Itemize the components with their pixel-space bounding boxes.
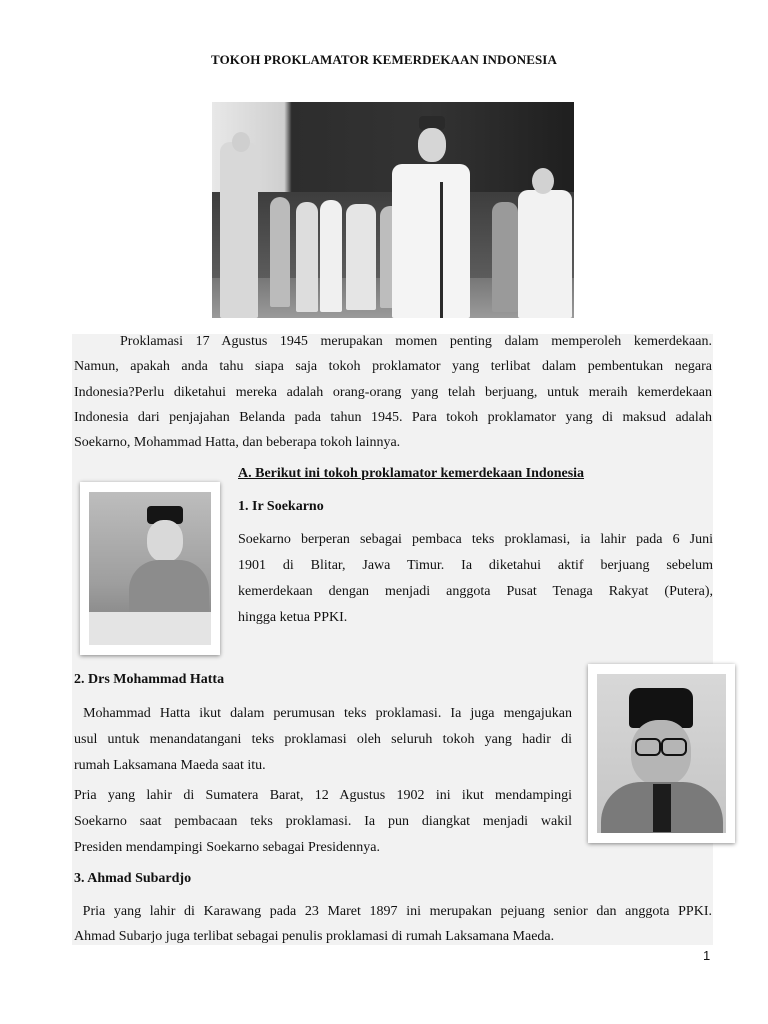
intro-line: Indonesia dari penjajahan Belanda pada tahun 1945. Para tokoh proklamator yang di maksud adalah [74,409,712,425]
hatta-line: rumah Laksamana Maeda saat itu. [74,758,266,773]
proclamation-photo [212,102,574,318]
subardjo-paragraph [74,899,712,949]
soekarno-line: hingga ketua PPKI. [238,610,348,625]
hatta-line: Mohammad Hatta ikut dalam perumusan teks proklamasi. Ia juga mengajukan [74,706,572,721]
hatta-portrait [588,664,735,843]
page-number: 1 [703,948,711,963]
hatta-line: Soekarno saat pembacaan teks proklamasi. Ia pun diangkat menjadi wakil [74,814,572,829]
soekarno-line: 1901 di Blitar, Jawa Timur. Ia diketahui aktif berjuang sebelum [238,558,713,573]
intro-line: Namun, apakah anda tahu siapa saja tokoh proklamator yang terlibat dalam pembentukan negara [74,359,712,375]
soekarno-portrait [80,482,220,655]
intro-line: Indonesia?Perlu diketahui mereka adalah orang-orang yang telah berjuang, untuk meraih kemerdekaan [74,384,712,400]
subardjo-line: Ahmad Subarjo juga terlibat sebagai penulis proklamasi di rumah Laksamana Maeda. [74,929,555,944]
hatta-line: Pria yang lahir di Sumatera Barat, 12 Agustus 1902 ini ikut mendampingi [74,788,572,803]
hatta-line: usul untuk menandatangani teks proklamasi oleh seluruh tokoh yang hadir di [74,732,572,747]
subardjo-line: Pria yang lahir di Karawang pada 23 Maret 1897 ini merupakan pejuang senior dan anggota PPKI. [74,904,712,919]
section-heading: A. Berikut ini tokoh proklamator kemerdekaan Indonesia [238,466,585,481]
hatta-paragraph-1 [74,701,572,779]
soekarno-line: Soekarno berperan sebagai pembaca teks proklamasi, ia lahir pada 6 Juni [238,532,713,547]
hatta-paragraph-2 [74,783,572,861]
hatta-heading: 2. Drs Mohammad Hatta [74,672,225,687]
intro-paragraph [74,329,712,455]
hatta-line: Presiden mendampingi Soekarno sebagai Presidennya. [74,840,380,855]
intro-line: Proklamasi 17 Agustus 1945 merupakan momen penting dalam memperoleh kemerdekaan. [120,334,712,349]
soekarno-heading: 1. Ir Soekarno [238,499,324,514]
subardjo-heading: 3. Ahmad Subardjo [74,871,192,886]
document-title: TOKOH PROKLAMATOR KEMERDEKAAN INDONESIA [211,52,557,67]
intro-line: Soekarno, Mohammad Hatta, dan beberapa tokoh lainnya. [74,435,401,451]
soekarno-line: kemerdekaan dengan menjadi anggota Pusat Tenaga Rakyat (Putera), [238,584,713,599]
soekarno-paragraph [238,527,713,631]
